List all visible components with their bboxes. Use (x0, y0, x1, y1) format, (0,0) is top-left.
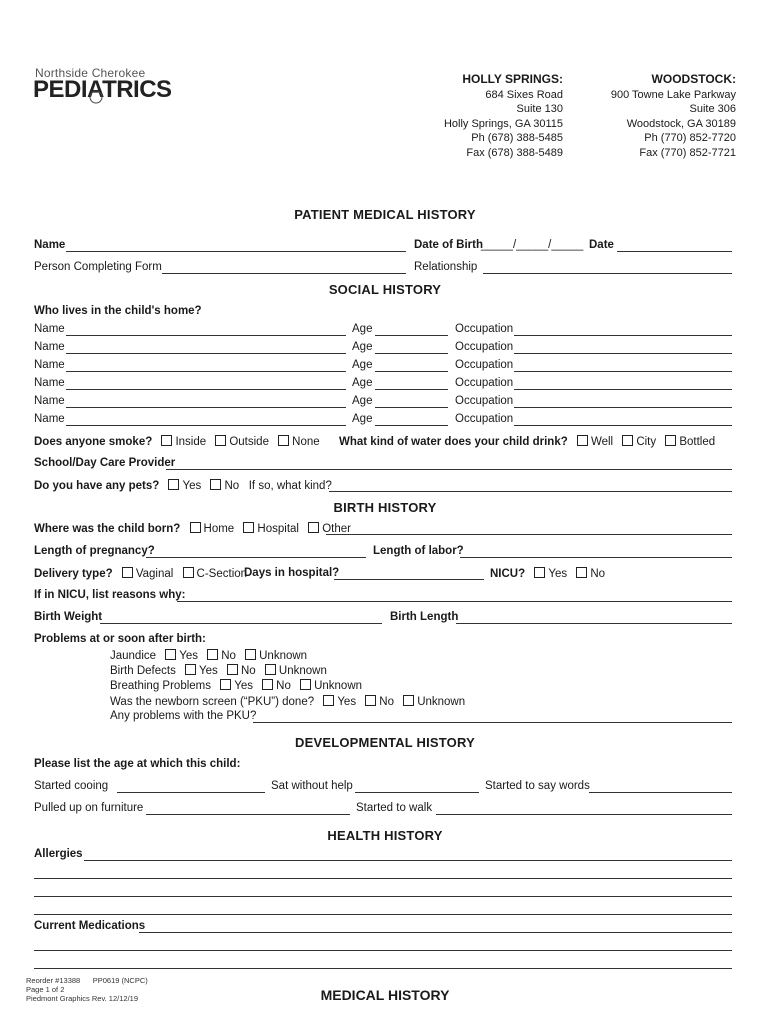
household-age-field[interactable] (375, 407, 448, 408)
allergies-line[interactable] (34, 878, 732, 879)
office-line: Fax (770) 852-7721 (639, 146, 736, 159)
health-heading: HEALTH HISTORY (327, 828, 443, 843)
household-name-field[interactable] (66, 407, 346, 408)
checkbox[interactable] (265, 664, 276, 675)
nicu-label: NICU? (490, 568, 526, 580)
option-label: Inside (175, 436, 207, 448)
household-name-label: Name (34, 341, 65, 353)
checkbox[interactable] (323, 695, 334, 706)
sat-field[interactable] (355, 792, 479, 793)
page-number: Page 1 of 2 (26, 985, 65, 994)
checkbox[interactable] (278, 435, 289, 446)
checkbox[interactable] (245, 649, 256, 660)
household-age-label: Age (352, 395, 373, 407)
allergies-field[interactable] (84, 860, 732, 861)
checkbox[interactable] (308, 522, 319, 533)
relationship-field[interactable] (483, 273, 732, 274)
checkbox[interactable] (243, 522, 254, 533)
option-label: Yes (199, 665, 218, 677)
pets-question (34, 479, 332, 492)
office-heading: HOLLY SPRINGS: (462, 72, 563, 86)
household-occupation-field[interactable] (514, 353, 732, 354)
option-label: Yes (182, 480, 202, 492)
option-label: Bottled (679, 436, 716, 448)
option-label: Yes (337, 696, 357, 708)
reorder-number: Reorder #13388 (26, 976, 81, 985)
household-occupation-label: Occupation (455, 377, 514, 389)
option-label: Hospital (257, 523, 299, 535)
household-age-label: Age (352, 377, 373, 389)
pku-problems-label: Any problems with the PKU? (110, 710, 257, 722)
checkbox[interactable] (227, 664, 238, 675)
practice-logo (33, 66, 183, 106)
logo-wordmark: PEDIATRICS (33, 76, 172, 103)
office-line: 900 Towne Lake Parkway (610, 88, 736, 101)
household-name-label: Name (34, 413, 65, 425)
household-name-label: Name (34, 323, 65, 335)
household-age-field[interactable] (375, 335, 448, 336)
household-occupation-label: Occupation (455, 395, 514, 407)
date-field[interactable] (617, 251, 732, 252)
defects-label: Birth Defects (110, 665, 176, 677)
nicu-reasons-field[interactable] (177, 601, 732, 602)
delivery-question (34, 567, 247, 580)
medications-line[interactable] (34, 950, 732, 951)
birth-history-heading: BIRTH HISTORY (333, 500, 437, 515)
stethoscope-icon (85, 84, 107, 106)
household-age-field[interactable] (375, 389, 448, 390)
household-occupation-label: Occupation (455, 359, 514, 371)
option-label: Unknown (259, 650, 308, 662)
birth-length-field[interactable] (456, 623, 732, 624)
office-line: Holly Springs, GA 30115 (443, 117, 563, 130)
smoke-label: Does anyone smoke? (34, 436, 153, 448)
office-line: Suite 306 (689, 103, 736, 115)
checkbox[interactable] (215, 435, 226, 446)
household-occupation-label: Occupation (455, 323, 514, 335)
household-occupation-label: Occupation (455, 341, 514, 353)
defects-question (110, 664, 327, 677)
words-label: Started to say words (485, 780, 590, 792)
checkbox[interactable] (168, 479, 179, 490)
medications-field[interactable] (139, 932, 732, 933)
relationship-label: Relationship (414, 261, 478, 273)
office-line: Fax (678) 388-5489 (466, 146, 563, 159)
option-label: Unknown (417, 696, 466, 708)
pets-follow-label: If so, what kind? (248, 480, 332, 492)
form-title: PATIENT MEDICAL HISTORY (294, 207, 476, 222)
office-line: Ph (678) 388-5485 (471, 132, 563, 144)
household-occupation-field[interactable] (514, 335, 732, 336)
option-label: Other (322, 523, 351, 535)
printer-info: Piedmont Graphics Rev. 12/12/19 (26, 994, 139, 1003)
daycare-field[interactable] (166, 469, 732, 470)
option-label: No (590, 568, 606, 580)
checkbox[interactable] (300, 679, 311, 690)
pku-problems-field[interactable] (253, 722, 732, 723)
daycare-label: School/Day Care Provider (34, 457, 176, 469)
social-history-heading: SOCIAL HISTORY (328, 282, 442, 297)
checkbox[interactable] (207, 649, 218, 660)
form-code: PP0619 (NCPC) (92, 976, 148, 985)
option-label: No (241, 665, 256, 677)
birth-weight-field[interactable] (100, 623, 382, 624)
allergies-label: Allergies (34, 848, 83, 860)
household-occupation-label: Occupation (455, 413, 514, 425)
days-hospital-field[interactable] (334, 579, 484, 580)
household-occupation-field[interactable] (514, 425, 732, 426)
person-completing-label: Person Completing Form (34, 261, 162, 273)
pku-question (110, 695, 465, 708)
dob-field[interactable]: _____/_____/_____ (481, 239, 584, 251)
medications-line[interactable] (34, 968, 732, 969)
option-label: Unknown (314, 680, 363, 692)
water-question (339, 435, 715, 448)
problems-label: Problems at or soon after birth: (34, 633, 206, 645)
water-label: What kind of water does your child drink? (339, 436, 568, 448)
cooing-field[interactable] (117, 792, 265, 793)
pku-label: Was the newborn screen (“PKU”) done? (110, 696, 315, 708)
checkbox[interactable] (262, 679, 273, 690)
nicu-reasons-label: If in NICU, list reasons why: (34, 589, 186, 601)
date-label: Date (589, 239, 614, 251)
checkbox[interactable] (210, 479, 221, 490)
breathing-question (110, 679, 362, 692)
born-label: Where was the child born? (34, 523, 181, 535)
days-hospital-label: Days in hospital? (244, 567, 340, 579)
name-field[interactable] (66, 251, 406, 252)
checkbox[interactable] (165, 649, 176, 660)
delivery-label: Delivery type? (34, 568, 113, 580)
option-label: No (379, 696, 394, 708)
household-occupation-field[interactable] (514, 371, 732, 372)
option-label: C-Section (196, 568, 248, 580)
jaundice-label: Jaundice (110, 650, 157, 662)
option-label: Yes (179, 650, 199, 662)
pets-label: Do you have any pets? (34, 480, 160, 492)
household-name-field[interactable] (66, 389, 346, 390)
words-field[interactable] (589, 792, 732, 793)
household-age-field[interactable] (375, 371, 448, 372)
checkbox[interactable] (622, 435, 633, 446)
office-line: Woodstock, GA 30189 (626, 117, 736, 130)
office-line: 684 Sixes Road (485, 88, 563, 101)
developmental-intro: Please list the age at which this child: (34, 758, 241, 770)
option-label: None (292, 436, 320, 448)
household-name-label: Name (34, 377, 65, 389)
checkbox[interactable] (161, 435, 172, 446)
checkbox[interactable] (576, 567, 587, 578)
household-age-label: Age (352, 413, 373, 425)
option-label: No (221, 650, 236, 662)
medications-label: Current Medications (34, 920, 146, 932)
sat-label: Sat without help (271, 780, 353, 792)
option-label: Yes (548, 568, 568, 580)
logo-subtitle: Northside Cherokee (35, 66, 146, 80)
checkbox[interactable] (183, 567, 194, 578)
smoke-question (34, 435, 320, 448)
office-heading: WOODSTOCK: (651, 72, 736, 86)
walk-label: Started to walk (356, 802, 433, 814)
office-line: Ph (770) 852-7720 (644, 132, 736, 144)
allergies-line[interactable] (34, 896, 732, 897)
option-label: No (276, 680, 291, 692)
household-age-label: Age (352, 323, 373, 335)
pulled-label: Pulled up on furniture (34, 802, 144, 814)
household-age-label: Age (352, 341, 373, 353)
household-name-field[interactable] (66, 353, 346, 354)
option-label: Vaginal (135, 568, 174, 580)
checkbox[interactable] (220, 679, 231, 690)
household-name-label: Name (34, 395, 65, 407)
checkbox[interactable] (577, 435, 588, 446)
birth-weight-label: Birth Weight (34, 611, 103, 623)
checkbox[interactable] (122, 567, 133, 578)
option-label: Yes (234, 680, 253, 692)
checkbox[interactable] (190, 522, 201, 533)
developmental-heading: DEVELOPMENTAL HISTORY (295, 735, 475, 750)
cooing-label: Started cooing (34, 780, 109, 792)
dob-label: Date of Birth (414, 239, 483, 251)
jaundice-question (110, 649, 307, 662)
labor-label: Length of labor? (373, 545, 464, 557)
person-completing-field[interactable] (162, 273, 406, 274)
nicu-question (490, 567, 605, 580)
checkbox[interactable] (665, 435, 676, 446)
footer-title: MEDICAL HISTORY (320, 987, 450, 1003)
checkbox[interactable] (365, 695, 376, 706)
checkbox[interactable] (403, 695, 414, 706)
pulled-field[interactable] (146, 814, 350, 815)
birth-length-label: Birth Length (390, 611, 459, 623)
office-line: Suite 130 (516, 103, 563, 115)
option-label: Unknown (278, 665, 327, 677)
checkbox[interactable] (185, 664, 196, 675)
household-age-field[interactable] (375, 353, 448, 354)
option-label: City (636, 436, 657, 448)
pets-kind-field[interactable] (329, 491, 732, 492)
household-age-label: Age (352, 359, 373, 371)
born-other-field[interactable] (326, 534, 732, 535)
option-label: Well (590, 436, 614, 448)
household-name-field[interactable] (66, 335, 346, 336)
pregnancy-field[interactable] (146, 557, 366, 558)
walk-field[interactable] (436, 814, 732, 815)
breathing-label: Breathing Problems (110, 680, 211, 692)
option-label: No (224, 480, 240, 492)
checkbox[interactable] (534, 567, 545, 578)
household-name-label: Name (34, 359, 65, 371)
household-name-field[interactable] (66, 371, 346, 372)
who-lives-label: Who lives in the child's home? (34, 305, 202, 317)
pregnancy-label: Length of pregnancy? (34, 545, 155, 557)
household-occupation-field[interactable] (514, 407, 732, 408)
office-holly-springs (380, 72, 563, 160)
household-occupation-field[interactable] (514, 389, 732, 390)
household-name-field[interactable] (66, 425, 346, 426)
option-label: Home (203, 523, 235, 535)
labor-field[interactable] (460, 557, 732, 558)
allergies-line[interactable] (34, 914, 732, 915)
office-woodstock (560, 72, 736, 160)
household-age-field[interactable] (375, 425, 448, 426)
name-label: Name (34, 239, 66, 251)
born-question (34, 522, 351, 535)
option-label: Outside (229, 436, 269, 448)
